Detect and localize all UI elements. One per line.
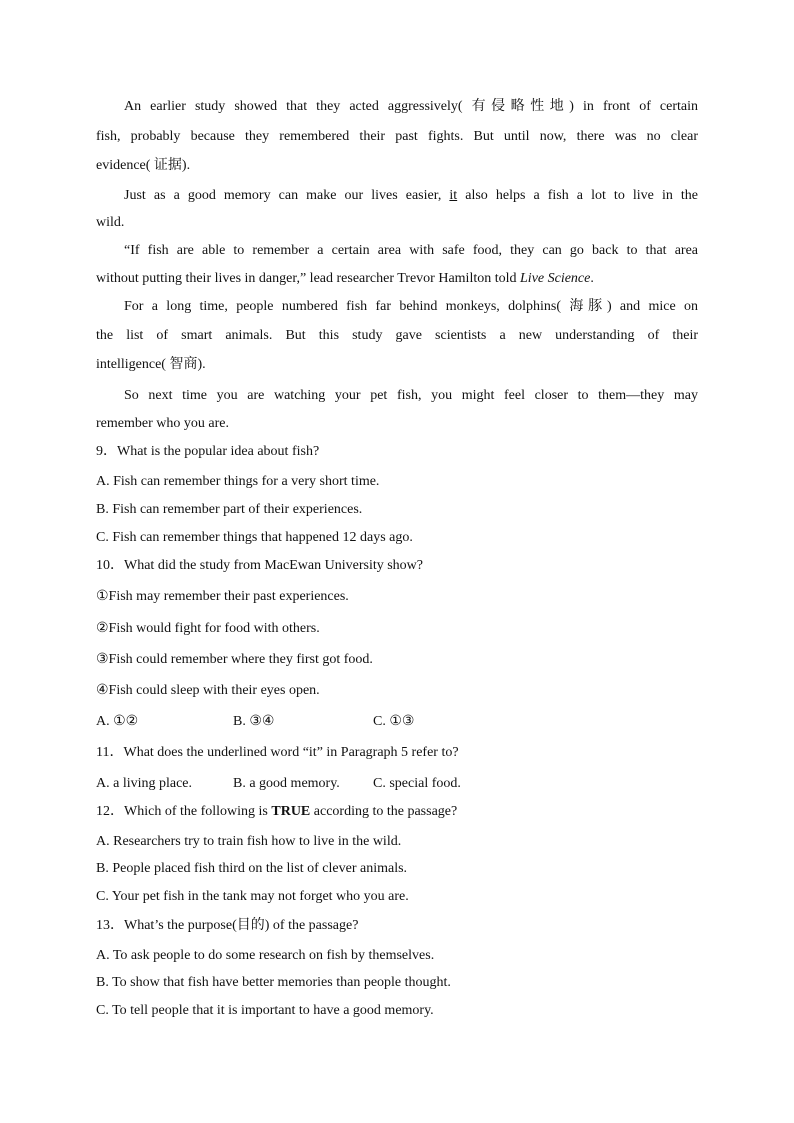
q12-option-a[interactable]: A. Researchers try to train fish how to live in the wild. (96, 834, 402, 849)
q9-option-c[interactable]: C. Fish can remember things that happened 12 days ago. (96, 530, 413, 545)
p3-line2 (96, 270, 698, 288)
p1-line3: evidence( 证据). (96, 158, 191, 173)
underlined-it: it (449, 188, 458, 203)
q9-option-b[interactable]: B. Fish can remember part of their experiences. (96, 502, 363, 517)
q9-option-a[interactable]: A. Fish can remember things for a very short time. (96, 474, 380, 489)
p3-line2-post: . (590, 271, 594, 286)
p1-line1: An earlier study showed that they acted aggressively( 有侵略性地) in front of certain (124, 99, 698, 114)
q10-statement-3: ③Fish could remember where they first got food. (96, 652, 373, 667)
q10-statement-1: ①Fish may remember their past experiences. (96, 589, 349, 604)
p4-line3: intelligence( 智商). (96, 357, 206, 372)
p4-line1: For a long time, people numbered fish far behind monkeys, dolphins( 海豚) and mice on (124, 299, 698, 314)
q10-option-a[interactable]: A. ①② (96, 714, 139, 729)
q11-option-a[interactable]: A. a living place. (96, 776, 193, 791)
q11-option-c[interactable]: C. special food. (373, 776, 461, 791)
q13-stem: 13．What’s the purpose(目的) of the passage? (96, 918, 359, 933)
p4-line2: the list of smart animals. But this study gave scientists a new understanding of their (96, 328, 698, 343)
q13-option-a[interactable]: A. To ask people to do some research on fish by themselves. (96, 948, 435, 963)
p2-line1 (124, 187, 698, 205)
q10-option-b[interactable]: B. ③④ (233, 714, 275, 729)
q10-statement-4: ④Fish could sleep with their eyes open. (96, 683, 320, 698)
p5-line1: So next time you are watching your pet fish, you might feel closer to them—they may (124, 388, 698, 403)
live-science-title: Live Science (520, 271, 591, 286)
q10-stem: 10．What did the study from MacEwan University show? (96, 558, 423, 573)
q12-option-c[interactable]: C. Your pet fish in the tank may not forget who you are. (96, 889, 409, 904)
p1-line2: fish, probably because they remembered their past fights. But until now, there was no clear (96, 129, 698, 144)
q12-option-b[interactable]: B. People placed fish third on the list of clever animals. (96, 861, 408, 876)
p5-line2: remember who you are. (96, 416, 229, 431)
q12-stem-pre: 12．Which of the following is (96, 804, 272, 819)
q9-stem: 9．What is the popular idea about fish? (96, 444, 320, 459)
p2-line1-pre: Just as a good memory can make our lives easier, (124, 188, 450, 203)
q12-stem-post: according to the passage? (310, 804, 458, 819)
q11-option-b[interactable]: B. a good memory. (233, 776, 340, 791)
p3-line1: “If fish are able to remember a certain area with safe food, they can go back to that area (124, 243, 698, 258)
q11-stem: 11．What does the underlined word “it” in Paragraph 5 refer to? (96, 745, 459, 760)
p2-line1-post: also helps a fish a lot to live in the (457, 188, 698, 203)
q12-stem (96, 803, 698, 821)
q12-stem-bold: TRUE (271, 804, 311, 819)
q13-option-c[interactable]: C. To tell people that it is important to have a good memory. (96, 1003, 434, 1018)
p2-line2: wild. (96, 215, 125, 230)
q10-option-c[interactable]: C. ①③ (373, 714, 415, 729)
q13-option-b[interactable]: B. To show that fish have better memories than people thought. (96, 975, 451, 990)
p3-line2-pre: without putting their lives in danger,” lead researcher Trevor Hamilton told (96, 271, 521, 286)
q10-statement-2: ②Fish would fight for food with others. (96, 621, 320, 636)
